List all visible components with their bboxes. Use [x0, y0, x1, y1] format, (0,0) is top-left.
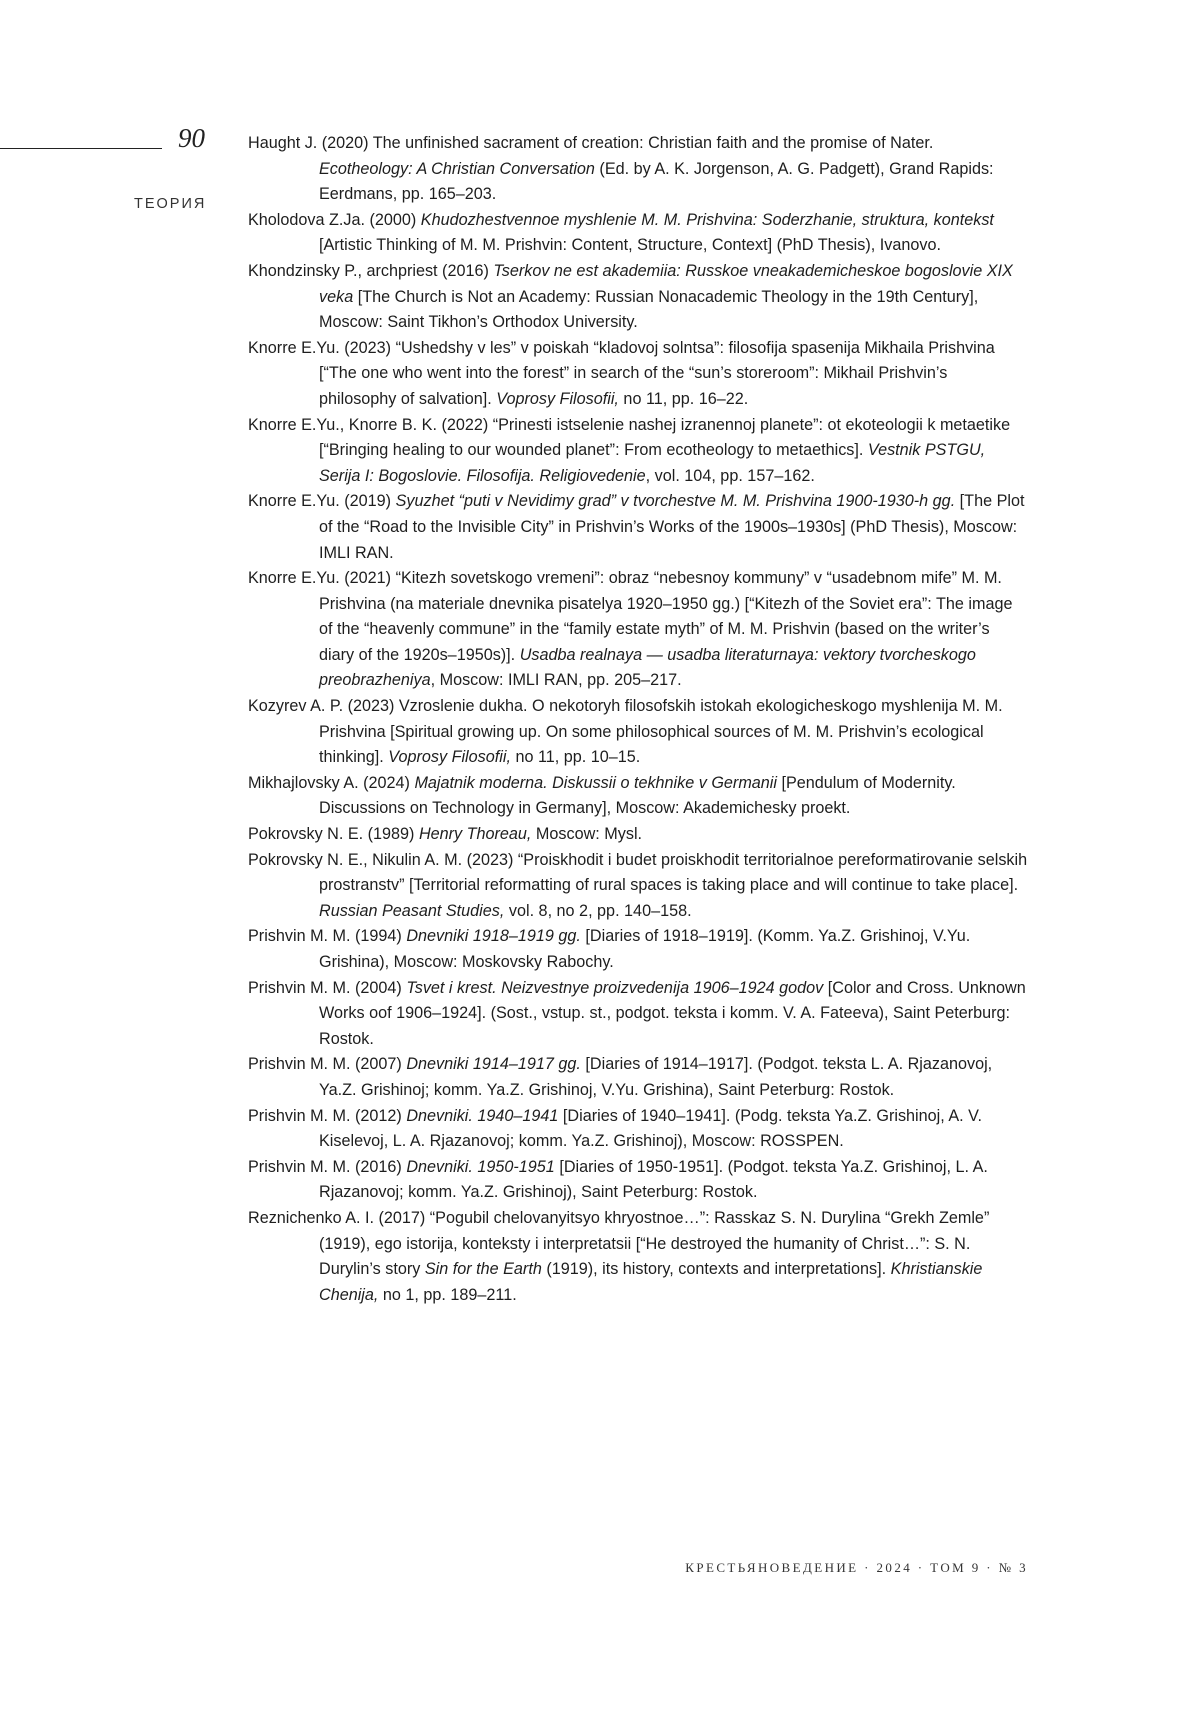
- reference-item: Prishvin M. M. (1994) Dnevniki 1918–1919 gg. [Diaries of 1918–1919]. (Komm. Ya.Z. Grishinoj, V.Yu. Grishina), Moscow: Moskovsky Rabochy.: [248, 924, 1028, 975]
- reference-item: Kholodova Z.Ja. (2000) Khudozhestvennoe myshlenie M. M. Prishvina: Soderzhanie, struktura, kontekst [Artistic Thinking of M. M. Prishvin: Content, Structure, Context] (PhD Thesis), Ivanovo.: [248, 208, 1028, 259]
- running-footer: КРЕСТЬЯНОВЕДЕНИЕ · 2024 · ТОМ 9 · № 3: [685, 1560, 1028, 1576]
- reference-item: Prishvin M. M. (2004) Tsvet i krest. Neizvestnye proizvedenija 1906–1924 godov [Color and Cross. Unknown Works oof 1906–1924]. (Sost., vstup. st., podgot. teksta i komm. V. A. Fateeva), Saint Peterburg: Rostok.: [248, 976, 1028, 1053]
- reference-item: Reznichenko A. I. (2017) “Pogubil chelovanyitsyo khryostnoe…”: Rasskaz S. N. Durylina “Grekh Zemle” (1919), ego istorija, konteksty i interpretatsii [“He destroyed the humanity of Christ…”: S. N. Durylin’s story Sin for the Earth (1919), its history, contexts and interpretations]. Khristianskie Chenija, no 1, pp. 189–211.: [248, 1206, 1028, 1308]
- reference-item: Knorre E.Yu. (2021) “Kitezh sovetskogo vremeni”: obraz “nebesnoy kommuny” v “usadebnom mife” M. M. Prishvina (na materiale dnevnika pisatelya 1920–1950 gg.) [“Kitezh of the Soviet era”: The image of the “heavenly commune” in the “family estate myth” of M. M. Prishvin (based on the writer’s diary of the 1920s–1950s)]. Usadba realnaya — usadba literaturnaya: vektory tvorcheskogo preobrazheniya, Moscow: IMLI RAN, pp. 205–217.: [248, 566, 1028, 694]
- reference-item: Pokrovsky N. E., Nikulin A. M. (2023) “Proiskhodit i budet proiskhodit territorialnoe pereformatirovanie selskih prostranstv” [Territorial reformatting of rural spaces is taking place and will continue to take place]. Russian Peasant Studies, vol. 8, no 2, pp. 140–158.: [248, 848, 1028, 925]
- reference-item: Prishvin M. M. (2012) Dnevniki. 1940–1941 [Diaries of 1940–1941]. (Podg. teksta Ya.Z. Grishinoj, A. V. Kiselevoj, L. A. Rjazanovoj; komm. Ya.Z. Grishinoj), Moscow: ROSSPEN.: [248, 1104, 1028, 1155]
- reference-item: Haught J. (2020) The unfinished sacrament of creation: Christian faith and the promise of Nater. Ecotheology: A Christian Conversation (Ed. by A. K. Jorgenson, A. G. Padgett), Grand Rapids: Eerdmans, pp. 165–203.: [248, 131, 1028, 208]
- reference-item: Knorre E.Yu., Knorre B. K. (2022) “Prinesti istselenie nashej izranennoj planete”: ot ekoteologii k metaetike [“Bringing healing to our wounded planet”: From ecotheology to metaethics]. Vestnik PSTGU, Serija I: Bogoslovie. Filosofija. Religiovedenie, vol. 104, pp. 157–162.: [248, 413, 1028, 490]
- reference-item: Khondzinsky P., archpriest (2016) Tserkov ne est akademiia: Russkoe vneakademicheskoe bogoslovie XIX veka [The Church is Not an Academy: Russian Nonacademic Theology in the 19th Century], Moscow: Saint Tikhon’s Orthodox University.: [248, 259, 1028, 336]
- reference-item: Kozyrev A. P. (2023) Vzroslenie dukha. O nekotoryh filosofskih istokah ekologicheskogo myshlenija M. M. Prishvina [Spiritual growing up. On some philosophical sources of M. M. Prishvin’s ecological thinking]. Voprosy Filosofii, no 11, pp. 10–15.: [248, 694, 1028, 771]
- margin-rule: [0, 148, 162, 149]
- reference-item: Knorre E.Yu. (2019) Syuzhet “puti v Nevidimy grad” v tvorchestve M. M. Prishvina 1900-1930-h gg. [The Plot of the “Road to the Invisible City” in Prishvin’s Works of the 1900s–1930s] (PhD Thesis), Moscow: IMLI RAN.: [248, 489, 1028, 566]
- reference-item: Prishvin M. M. (2016) Dnevniki. 1950-1951 [Diaries of 1950-1951]. (Podgot. teksta Ya.Z. Grishinoj, L. A. Rjazanovoj; komm. Ya.Z. Grishinoj), Saint Peterburg: Rostok.: [248, 1155, 1028, 1206]
- page-number: 90: [178, 125, 205, 152]
- reference-item: Prishvin M. M. (2007) Dnevniki 1914–1917 gg. [Diaries of 1914–1917]. (Podgot. teksta L. A. Rjazanovoj, Ya.Z. Grishinoj; komm. Ya.Z. Grishinoj, V.Yu. Grishina), Saint Peterburg: Rostok.: [248, 1052, 1028, 1103]
- reference-item: Pokrovsky N. E. (1989) Henry Thoreau, Moscow: Mysl.: [248, 822, 1028, 848]
- reference-item: Mikhajlovsky A. (2024) Majatnik moderna. Diskussii o tekhnike v Germanii [Pendulum of Modernity. Discussions on Technology in Germany], Moscow: Akademichesky proekt.: [248, 771, 1028, 822]
- reference-item: Knorre E.Yu. (2023) “Ushedshy v les” v poiskah “kladovoj solntsa”: filosofija spasenija Mikhaila Prishvina [“The one who went into the forest” in search of the “sun’s storeroom”: Mikhail Prishvin’s philosophy of salvation]. Voprosy Filosofii, no 11, pp. 16–22.: [248, 336, 1028, 413]
- section-label: ТЕОРИЯ: [134, 196, 206, 212]
- reference-list: [248, 131, 1028, 1308]
